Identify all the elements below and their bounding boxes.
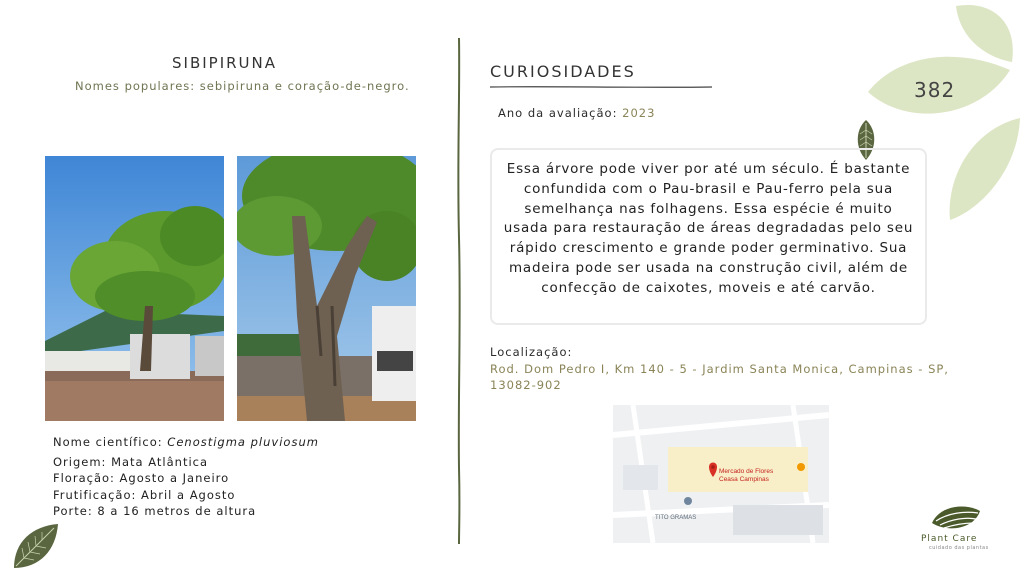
scientific-name-label: Nome científico:: [53, 435, 163, 449]
map-place-line1: Mercado de Flores: [719, 468, 774, 475]
brand-tagline: cuidado das plantas: [929, 545, 989, 551]
curiosities-text: Essa árvore pode viver por até um século. É bastante confundida com o Pau-brasil e Pau-ferro pela sua semelhança nas folhagens. Essa espécie é muito usada para restauração de áreas degradadas pelo seu rápido crescimento e grande poder germinativo. Sua madeira pode ser usada na construção civil, além de confecção de caixotes, moveis e até carvão.: [490, 148, 927, 325]
tree-photo-1: [45, 156, 224, 421]
leaf-icon: [10, 522, 60, 572]
map-place-line2: Ceasa Campinas: [719, 476, 769, 483]
year-value: 2023: [622, 106, 656, 120]
title-underline: [490, 84, 712, 90]
plant-care-logo-icon: [930, 503, 982, 533]
brand-name: Plant Care: [921, 534, 978, 544]
origin: Origem: Mata Atlântica: [53, 454, 209, 469]
size: Porte: 8 a 16 metros de altura: [53, 504, 257, 518]
tree-photo-2: [237, 156, 416, 421]
species-title: SIBIPIRUNA: [172, 54, 278, 72]
curiosities-title: CURIOSIDADES: [490, 62, 636, 81]
map-street-label: TITO GRAMAS: [655, 515, 697, 521]
location-map[interactable]: [613, 405, 829, 543]
species-details: [53, 434, 319, 520]
page-number: 382: [914, 78, 956, 102]
column-divider: [455, 38, 463, 544]
popular-names: Nomes populares: sebipiruna e coração-de-negro.: [75, 79, 410, 93]
fruiting: Frutificação: Abril a Agosto: [53, 487, 236, 502]
scientific-name-value: Cenostigma pluviosum: [167, 435, 319, 449]
scientific-name-row: [53, 434, 319, 451]
location-label: Localização:: [490, 345, 573, 359]
flowering: Floração: Agosto a Janeiro: [53, 471, 230, 485]
evaluation-year: [498, 106, 655, 120]
year-label: Ano da avaliação:: [498, 106, 618, 120]
location-address: Rod. Dom Pedro I, Km 140 - 5 - Jardim Santa Monica, Campinas - SP, 13082-902: [490, 362, 949, 392]
